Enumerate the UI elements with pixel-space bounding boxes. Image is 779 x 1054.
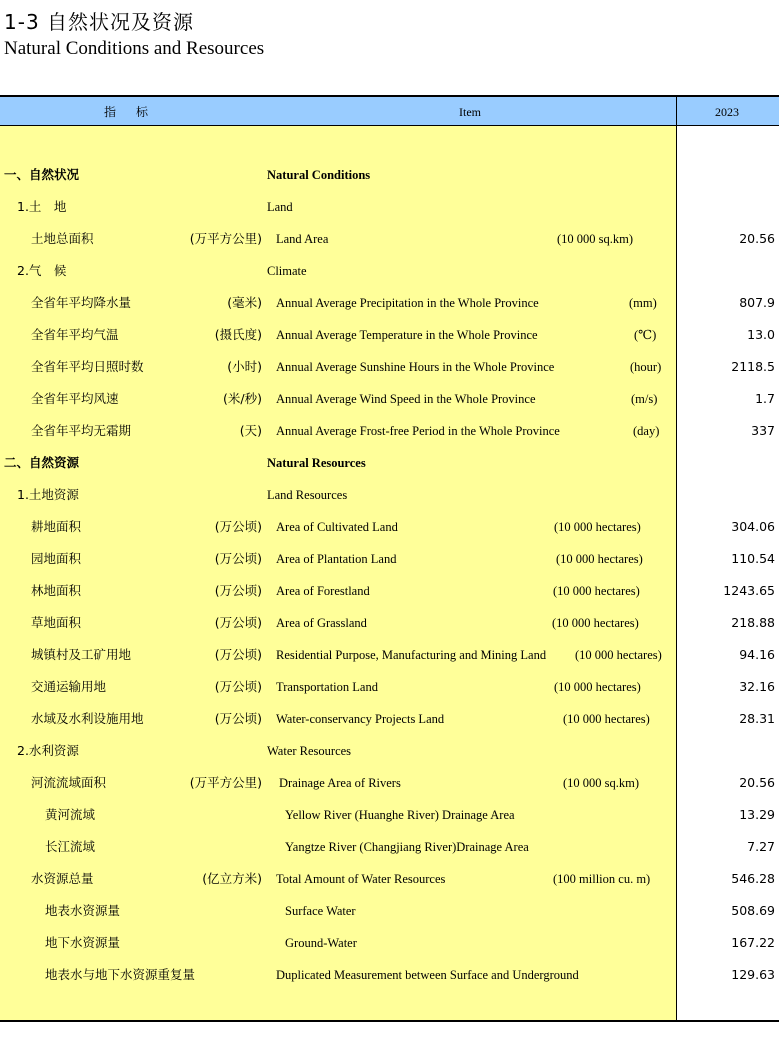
header-item-en: Item <box>459 105 481 119</box>
row-label-zh: 水域及水利设施用地 <box>31 711 144 726</box>
table-row <box>0 165 779 197</box>
row-unit-zh: (万公顷) <box>214 551 262 566</box>
row-unit-zh: (天) <box>239 423 262 438</box>
row-label-zh: 耕地面积 <box>31 519 82 534</box>
row-value: 20.56 <box>739 775 775 790</box>
table-row <box>0 901 779 933</box>
row-label-zh: 2.水利资源 <box>17 743 79 758</box>
row-unit-zh: (万平方公里) <box>189 231 262 246</box>
row-label-en: Water-conservancy Projects Land <box>276 712 445 726</box>
header-indicator-zh: 指标 <box>104 105 169 119</box>
row-label-en: Annual Average Frost-free Period in the Whole Province <box>276 424 560 438</box>
row-value: 807.9 <box>739 295 775 310</box>
row-label-en: Area of Grassland <box>276 616 367 630</box>
row-value: 32.16 <box>739 679 775 694</box>
row-label-en: Total Amount of Water Resources <box>276 872 446 886</box>
row-unit-zh: (万公顷) <box>214 583 262 598</box>
table-row <box>0 421 779 453</box>
row-unit-en: (m/s) <box>631 392 658 406</box>
row-unit-en: (hour) <box>630 360 662 374</box>
header-year: 2023 <box>715 105 739 119</box>
row-label-zh: 土地总面积 <box>31 231 94 246</box>
table-row <box>0 869 779 901</box>
table-row <box>0 709 779 741</box>
row-value: 13.0 <box>747 327 775 342</box>
row-label-zh: 草地面积 <box>31 615 82 630</box>
row-label-zh: 黄河流域 <box>45 807 96 822</box>
table-row <box>0 293 779 325</box>
table-row <box>0 933 779 965</box>
row-label-en: Ground-Water <box>285 936 357 950</box>
row-unit-en: (mm) <box>629 296 657 310</box>
row-label-zh: 全省年平均风速 <box>31 391 119 406</box>
table-row <box>0 837 779 869</box>
row-value: 2118.5 <box>731 359 775 374</box>
table-row <box>0 549 779 581</box>
row-unit-en: (10 000 sq.km) <box>557 232 634 246</box>
row-label-en: Natural Resources <box>267 456 366 470</box>
row-value: 94.16 <box>739 647 775 662</box>
table-row <box>0 229 779 261</box>
table-bottom-rule <box>0 1020 779 1022</box>
row-value: 1.7 <box>755 391 775 406</box>
row-unit-en: (10 000 hectares) <box>563 712 650 726</box>
row-label-en: Annual Average Temperature in the Whole Province <box>276 328 538 342</box>
table-row <box>0 261 779 293</box>
row-label-en: Annual Average Precipitation in the Whole Province <box>276 296 539 310</box>
row-unit-en: (10 000 hectares) <box>554 680 641 694</box>
row-unit-zh: (毫米) <box>227 295 262 310</box>
row-unit-zh: (万公顷) <box>214 615 262 630</box>
row-label-en: Duplicated Measurement between Surface and Underground <box>276 968 579 982</box>
table-row <box>0 645 779 677</box>
table-row <box>0 357 779 389</box>
row-value: 7.27 <box>747 839 775 854</box>
row-unit-zh: (摄氏度) <box>214 327 262 342</box>
row-value: 13.29 <box>739 807 775 822</box>
row-label-zh: 长江流域 <box>45 839 96 854</box>
table-row <box>0 325 779 357</box>
row-value: 218.88 <box>731 615 775 630</box>
row-label-zh: 地下水资源量 <box>45 935 121 950</box>
row-label-zh: 水资源总量 <box>31 871 94 886</box>
row-label-zh: 1.土 地 <box>17 199 67 214</box>
table-header <box>0 97 779 125</box>
table-row <box>0 677 779 709</box>
row-label-zh: 全省年平均日照时数 <box>31 359 144 374</box>
row-label-en: Natural Conditions <box>267 168 371 182</box>
row-label-zh: 河流流域面积 <box>31 775 107 790</box>
row-label-zh: 全省年平均无霜期 <box>31 423 132 438</box>
row-label-en: Land <box>267 200 293 214</box>
row-value: 167.22 <box>731 935 775 950</box>
row-label-en: Area of Cultivated Land <box>276 520 398 534</box>
row-label-zh: 二、自然资源 <box>4 455 80 470</box>
row-unit-zh: (万平方公里) <box>189 775 262 790</box>
page-title-cn: 1-3 自然状况及资源 <box>4 10 195 34</box>
table-row <box>0 613 779 645</box>
row-label-zh: 1.土地资源 <box>17 487 79 502</box>
table-row <box>0 517 779 549</box>
row-label-en: Residential Purpose, Manufacturing and Mining Land <box>276 648 547 662</box>
row-unit-zh: (米/秒) <box>223 391 262 406</box>
row-label-zh: 园地面积 <box>31 551 82 566</box>
row-unit-zh: (万公顷) <box>214 711 262 726</box>
row-value: 110.54 <box>731 551 775 566</box>
row-unit-zh: (小时) <box>227 359 262 374</box>
page-title-en: Natural Conditions and Resources <box>4 38 265 59</box>
row-label-en: Land Area <box>276 232 329 246</box>
table-row <box>0 197 779 229</box>
row-label-en: Annual Average Wind Speed in the Whole Province <box>276 392 536 406</box>
table-row <box>0 485 779 517</box>
row-label-zh: 地表水与地下水资源重复量 <box>45 967 196 982</box>
row-label-en: Yellow River (Huanghe River) Drainage Area <box>285 808 515 822</box>
row-label-en: Land Resources <box>267 488 348 502</box>
row-label-zh: 交通运输用地 <box>31 679 107 694</box>
table-row <box>0 389 779 421</box>
row-unit-en: (℃) <box>634 328 657 342</box>
row-label-en: Area of Forestland <box>276 584 370 598</box>
row-value: 129.63 <box>731 967 775 982</box>
row-unit-en: (100 million cu. m) <box>553 872 651 886</box>
row-label-en: Drainage Area of Rivers <box>279 776 401 790</box>
row-label-zh: 城镇村及工矿用地 <box>31 647 132 662</box>
row-label-en: Area of Plantation Land <box>276 552 397 566</box>
row-label-en: Water Resources <box>267 744 352 758</box>
row-unit-en: (day) <box>633 424 660 438</box>
row-label-zh: 地表水资源量 <box>45 903 121 918</box>
row-value: 1243.65 <box>723 583 775 598</box>
row-value: 28.31 <box>739 711 775 726</box>
row-label-en: Surface Water <box>285 904 356 918</box>
row-unit-en: (10 000 hectares) <box>575 648 662 662</box>
row-unit-en: (10 000 sq.km) <box>563 776 640 790</box>
table-row <box>0 453 779 485</box>
row-label-zh: 全省年平均降水量 <box>31 295 132 310</box>
row-unit-zh: (万公顷) <box>214 679 262 694</box>
row-unit-en: (10 000 hectares) <box>553 584 640 598</box>
table-row <box>0 773 779 805</box>
row-unit-zh: (万公顷) <box>214 647 262 662</box>
row-value: 508.69 <box>731 903 775 918</box>
row-label-en: Transportation Land <box>276 680 378 694</box>
row-value: 546.28 <box>731 871 775 886</box>
table-row <box>0 805 779 837</box>
row-label-zh: 一、自然状况 <box>4 167 80 182</box>
table-row <box>0 741 779 773</box>
row-value: 20.56 <box>739 231 775 246</box>
row-label-zh: 林地面积 <box>31 583 82 598</box>
row-label-en: Yangtze River (Changjiang River)Drainage Area <box>285 840 529 854</box>
row-value: 304.06 <box>731 519 775 534</box>
row-unit-en: (10 000 hectares) <box>554 520 641 534</box>
row-unit-zh: (万公顷) <box>214 519 262 534</box>
row-unit-zh: (亿立方米) <box>202 871 262 886</box>
row-label-en: Annual Average Sunshine Hours in the Whole Province <box>276 360 555 374</box>
row-label-zh: 全省年平均气温 <box>31 327 119 342</box>
row-value: 337 <box>751 423 775 438</box>
row-unit-en: (10 000 hectares) <box>552 616 639 630</box>
row-unit-en: (10 000 hectares) <box>556 552 643 566</box>
table-row <box>0 965 779 997</box>
row-label-zh: 2.气 候 <box>17 263 67 278</box>
table-row <box>0 581 779 613</box>
row-label-en: Climate <box>267 264 307 278</box>
